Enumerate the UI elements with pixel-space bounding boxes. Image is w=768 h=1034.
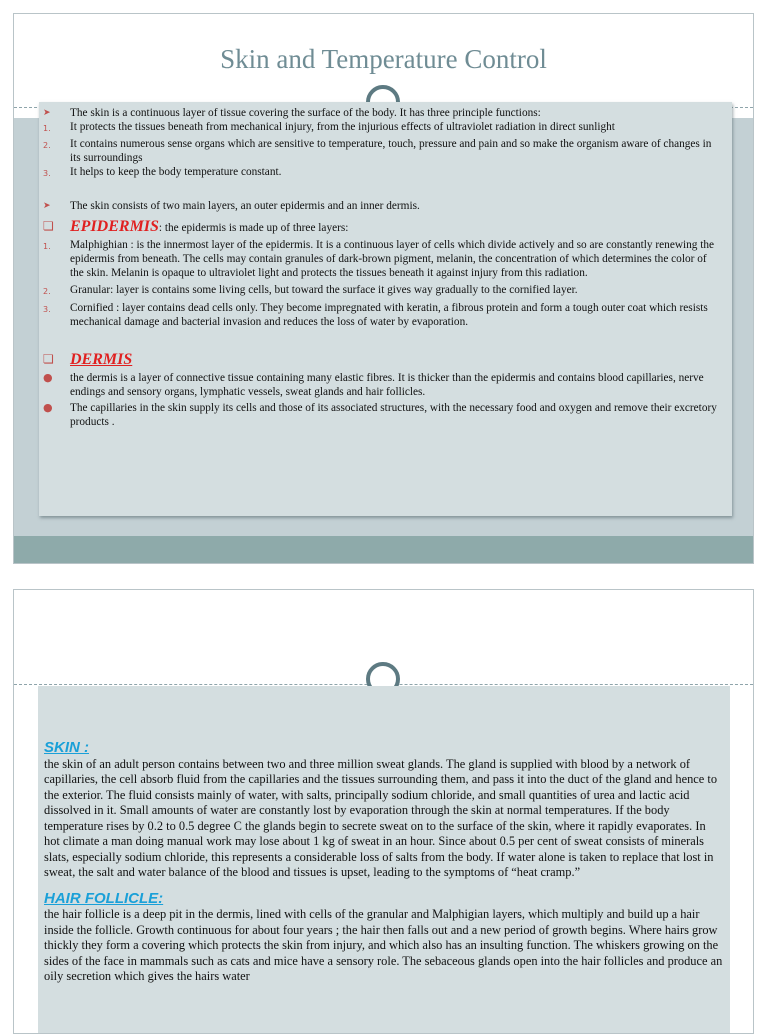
content-panel <box>38 686 730 1034</box>
dermis-item: ● The capillaries in the skin supply its cells and those of its associated structures, with the necessary food and oxygen and remove their excretory products . <box>43 401 717 429</box>
epidermis-item: 2. Granular: layer is contains some living cells, but toward the surface it gives way gradually to the cornified layer. <box>43 283 578 296</box>
epidermis-heading: EPIDERMIS <box>70 217 159 235</box>
function-item: 2. It contains numerous sense organs which are sensitive to temperature, touch, pressure and pain and so make the organism aware of changes in its surroundings <box>43 137 712 164</box>
dermis-heading-row <box>43 350 720 371</box>
square-bullet-icon: ❏ <box>43 218 54 233</box>
skin-paragraph: the skin of an adult person contains between two and three million sweat glands. The gland is supplied with blood by a network of capillaries, the cell absorb fluid from the capillaries and the tissues surrounding them, and pass it into the duct of the gland and hence to the exterior. The fluid consists mainly of water, with salts, principally sodium chloride, and small quantities of urea and lactic acid dissolved in it. Small amounts of water are constantly lost by evaporation through the skin at normal temperatures. If the body temperature rises by 0.2 to 0.5 degree C the glands begin to secrete sweat on to the surface of the skin, where it rapidly evaporates. In hot climate a man doing manual work may lose about 1 kg of sweat in an hour. Since about 0.5 per cent of sweat consists of minerals slats, especially sodium chloride, this represents a considerable loss of salts from the body. If water alone is taken to replace that lost in sweat, the salt and water balance of the blood and tissues is upset, leading to the symptoms of “heat cramp.” <box>44 756 718 879</box>
epidermis-heading-row: ❏ EPIDERMIS: the epidermis is made up of three layers: <box>43 217 349 235</box>
footer-band <box>14 536 753 563</box>
round-bullet-icon: ● <box>43 401 53 415</box>
hair-follicle-heading: HAIR FOLLICLE: <box>44 889 164 907</box>
content-panel <box>39 102 732 516</box>
dermis-item: ● the dermis is a layer of connective tissue containing many elastic fibres. It is thicker than the epidermis and contains blood capillaries, nerve endings and sensory organs, lymphatic vessels, sweat glands and hair follicles. <box>43 370 704 398</box>
skin-heading: SKIN : <box>44 739 89 756</box>
slide-1 <box>13 13 754 564</box>
layers-paragraph: ➤ The skin consists of two main layers, an outer epidermis and an inner dermis. <box>43 200 420 213</box>
hair-heading-row <box>44 891 724 908</box>
arrow-bullet-icon: ➤ <box>43 108 51 118</box>
slide-2 <box>13 589 754 1034</box>
round-bullet-icon: ● <box>43 370 53 384</box>
dermis-heading: DERMIS <box>70 350 133 368</box>
square-bullet-icon: ❏ <box>43 351 54 366</box>
slide-title: Skin and Temperature Control <box>220 44 547 74</box>
hair-paragraph: the hair follicle is a deep pit in the dermis, lined with cells of the granular and Malphigian layers, which multiply and build up a hair inside the follicle. Growth continuous for about four years ; the hair then falls out and a new period of growth begins. Where hairs grow thickly they form a covering which protects the skin from injury, and which also has an insulting function. The whiskers growing on the sides of the face in mammals such as cats and mice have a sensory role. The sebaceous glands open into the hair follicles and produce an oily secretion which gives the hairs water <box>44 907 723 983</box>
epidermis-item: 1. Malphighian : is the innermost layer of the epidermis. It is a continuous layer of cells which divide actively and so are constantly renewing the epidermis from beneath. The cells may contain granules of dark-brown pigment, melanin, the concentration of which determines the color of the skin. Melanin is opaque to ultraviolet light and protects the tissues beneath it against injury from this radiation. <box>43 238 715 280</box>
skin-heading-row <box>44 740 724 757</box>
function-item: 1. It protects the tissues beneath from mechanical injury, from the injurious effects of ultraviolet radiation in direct sunlight <box>43 121 615 134</box>
arrow-bullet-icon: ➤ <box>43 201 51 212</box>
function-item: 3. It helps to keep the body temperature constant. <box>43 166 282 179</box>
intro-paragraph: ➤ The skin is a continuous layer of tissue covering the surface of the body. It has three principle functions: <box>43 107 541 119</box>
epidermis-item: 3. Cornified : layer contains dead cells only. They become impregnated with keratin, a fibrous protein and form a tough outer coat which resists mechanical damage and bacterial invasion and reduces the loss of water by evaporation. <box>43 301 708 329</box>
